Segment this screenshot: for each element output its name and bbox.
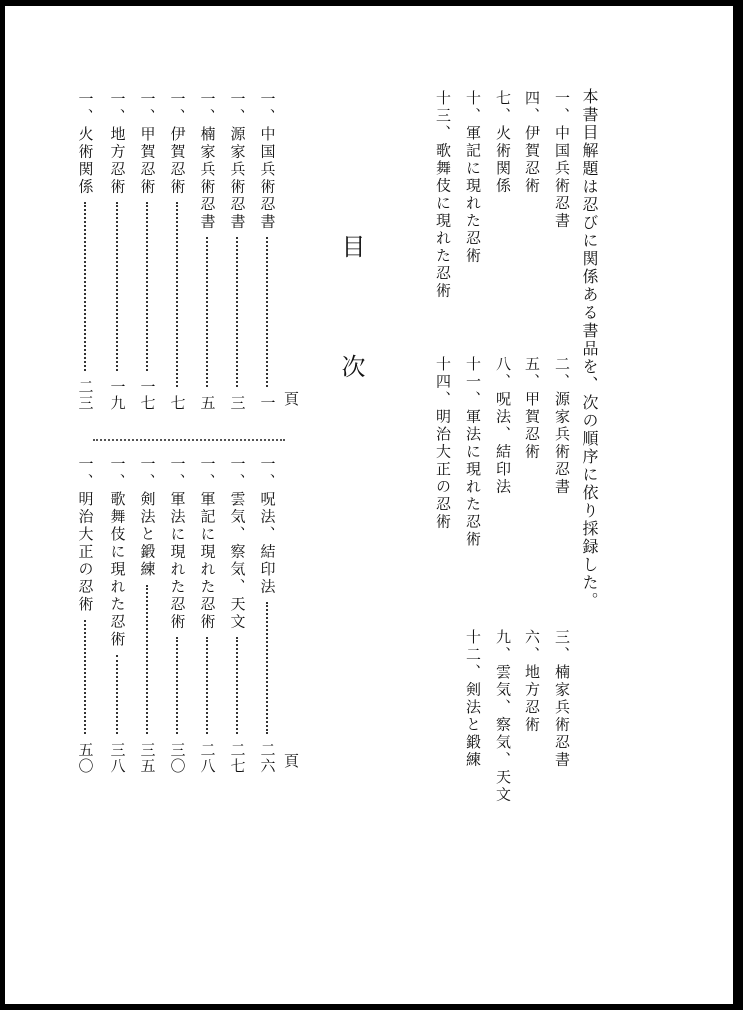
leader-dots — [206, 637, 208, 734]
page-unit-label: 頁 — [282, 391, 300, 409]
toc-entry-label: 一、地方忍術 — [108, 91, 127, 196]
leader-dots — [116, 202, 118, 371]
toc-entry — [195, 456, 219, 774]
category-item: 四、伊賀忍術 — [523, 90, 541, 195]
toc-entry-label: 一、呪法、結印法 — [258, 456, 277, 596]
toc-entry-page: 二七 — [228, 742, 247, 774]
toc-entry-page: 二六 — [258, 742, 277, 774]
toc-entry-label: 一、伊賀忍術 — [168, 91, 187, 196]
leader-dots — [146, 202, 148, 371]
toc-entry-page: 三〇 — [168, 742, 187, 774]
leader-dots — [176, 202, 178, 387]
toc-entry-label: 一、中国兵術忍書 — [258, 91, 277, 231]
toc-entry-page: 一七 — [138, 379, 157, 411]
category-item: 十二、剣法と鍛練 — [464, 629, 482, 769]
toc-entry — [135, 456, 159, 774]
leader-dots — [84, 620, 86, 735]
category-item: 三、楠家兵術忍書 — [553, 629, 571, 769]
toc-entry — [225, 91, 249, 411]
toc-entry — [105, 456, 129, 774]
category-item: 一、中国兵術忍書 — [553, 90, 571, 230]
toc-entry-label: 一、剣法と鍛練 — [138, 456, 157, 579]
toc-entry — [105, 91, 129, 411]
toc-entry-label: 一、雲気、察気、天文 — [228, 456, 247, 631]
toc-entry-page: 二三 — [76, 379, 95, 411]
category-item: 六、地方忍術 — [523, 629, 541, 734]
toc-entry-label: 一、明治大正の忍術 — [76, 456, 95, 614]
category-item: 十四、明治大正の忍術 — [434, 356, 452, 531]
toc-entry-label: 一、軍法に現れた忍術 — [168, 456, 187, 631]
category-item: 十、軍記に現れた忍術 — [464, 90, 482, 265]
leader-dots — [206, 237, 208, 387]
toc-entry-label: 一、火術関係 — [76, 91, 95, 196]
leader-dots — [236, 237, 238, 387]
category-item: 十一、軍法に現れた忍術 — [464, 356, 482, 549]
toc-entry-label: 一、軍記に現れた忍術 — [198, 456, 217, 631]
toc-entry-page: 一 — [258, 395, 277, 411]
leader-dots — [266, 237, 268, 387]
page-unit-label: 頁 — [282, 753, 300, 771]
toc-entry-page: 七 — [168, 395, 187, 411]
leader-dots — [146, 585, 148, 735]
toc-entry-page: 三 — [228, 395, 247, 411]
toc-entry — [255, 91, 279, 411]
toc-entry-page: 三五 — [138, 742, 157, 774]
toc-entry-page: 五〇 — [76, 742, 95, 774]
category-item: 七、火術関係 — [494, 90, 512, 195]
toc-entry-page: 五 — [198, 395, 217, 411]
leader-dots — [116, 655, 118, 735]
category-item: 八、呪法、結印法 — [494, 356, 512, 496]
toc-entry — [225, 456, 249, 774]
toc-entry — [135, 91, 159, 411]
toc-entry — [195, 91, 219, 411]
toc-entry-page: 二八 — [198, 742, 217, 774]
toc-entry — [73, 91, 97, 411]
toc-entry-page: 三八 — [108, 742, 127, 774]
toc-title: 次 — [337, 354, 365, 378]
leader-dots — [176, 637, 178, 734]
toc-entry-label: 一、甲賀忍術 — [138, 91, 157, 196]
category-item: 十三、歌舞伎に現れた忍術 — [434, 90, 452, 300]
toc-entry — [165, 91, 189, 411]
toc-entry-label: 一、源家兵術忍書 — [228, 91, 247, 231]
document-page — [5, 6, 733, 1004]
leader-dots — [236, 637, 238, 734]
leader-dots — [84, 202, 86, 371]
toc-entry-page: 一九 — [108, 379, 127, 411]
intro-sentence: 本書目解題は忍びに関係ある書品を、次の順序に依り採録した。 — [580, 88, 599, 610]
toc-title: 目 — [337, 234, 365, 258]
category-item: 二、源家兵術忍書 — [553, 356, 571, 496]
leader-dots — [266, 602, 268, 734]
toc-entry — [255, 456, 279, 774]
toc-entry — [73, 456, 97, 774]
toc-entry-label: 一、楠家兵術忍書 — [198, 91, 217, 231]
category-item: 九、雲気、察気、天文 — [494, 629, 512, 804]
toc-entry — [165, 456, 189, 774]
category-item: 五、甲賀忍術 — [523, 356, 541, 461]
section-divider — [93, 439, 285, 441]
toc-entry-label: 一、歌舞伎に現れた忍術 — [108, 456, 127, 649]
